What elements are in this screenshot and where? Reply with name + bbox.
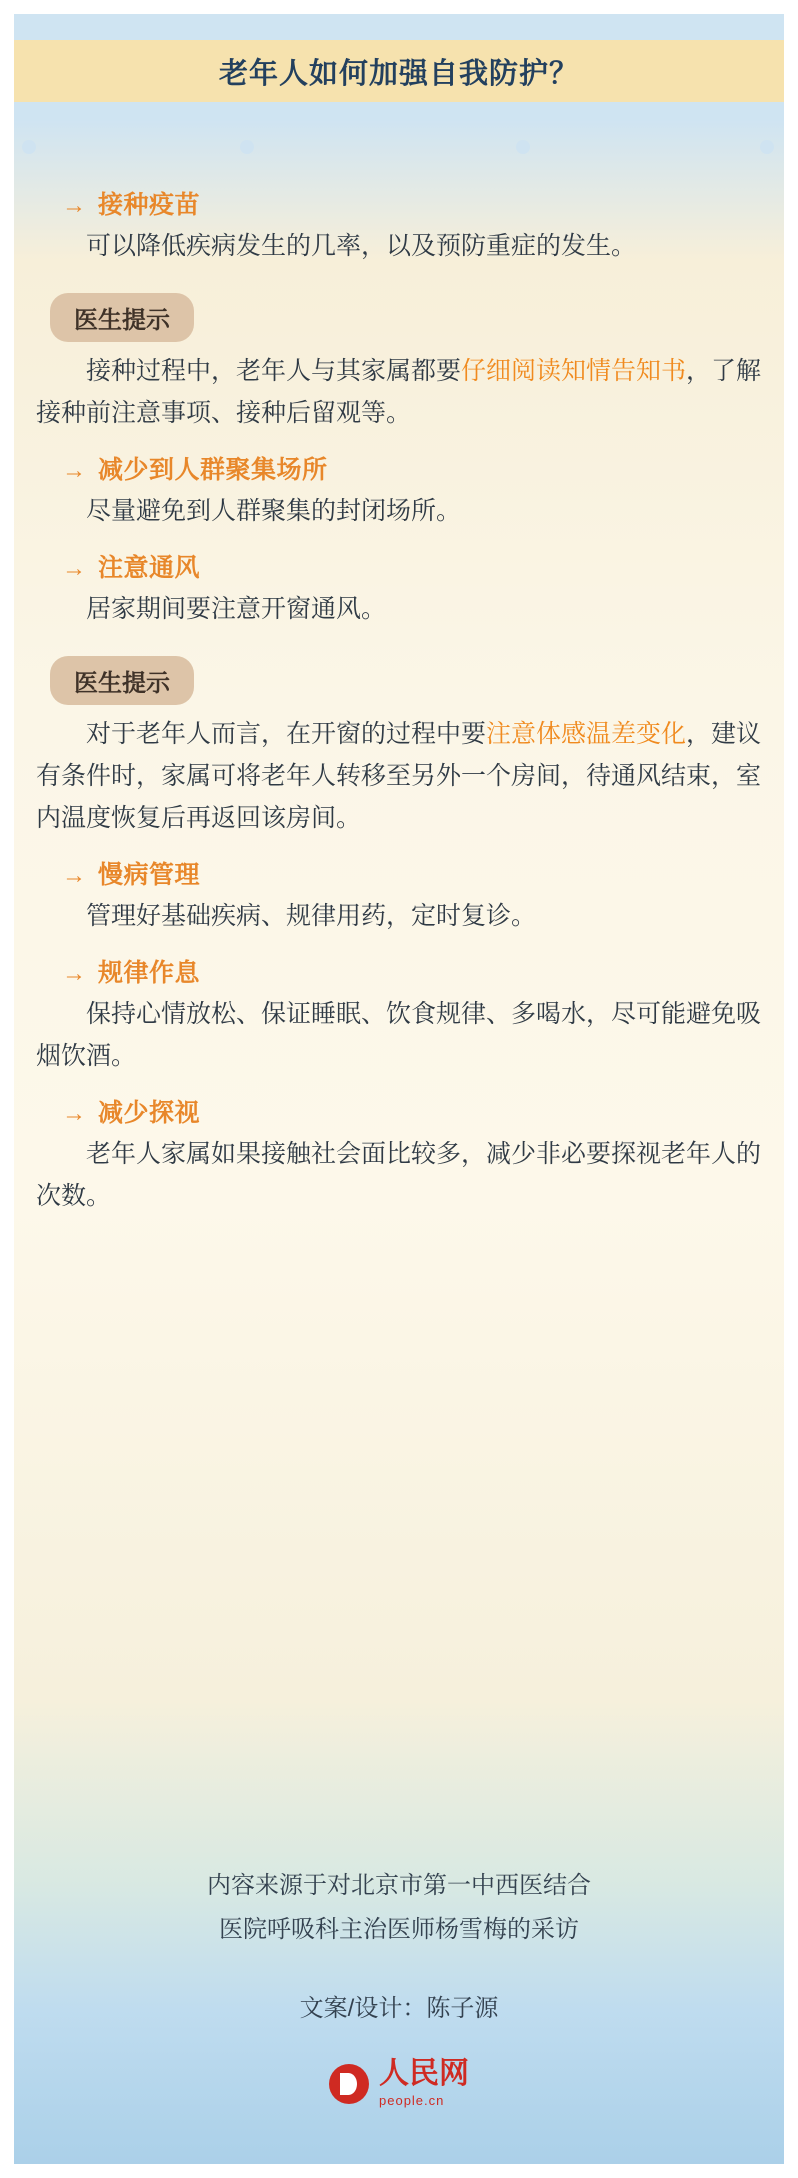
doctor-tip-badge: 医生提示	[50, 656, 194, 705]
section-label: 接种疫苗	[98, 191, 201, 219]
section-paragraph	[36, 350, 762, 434]
logo-text-en: people.cn	[379, 2093, 445, 2108]
section-paragraph	[36, 713, 762, 839]
section-label: 减少探视	[98, 1099, 201, 1127]
section-heading	[36, 1093, 762, 1129]
section-label: 减少到人群聚集场所	[98, 456, 328, 484]
section-heading	[36, 548, 762, 584]
source-line-1: 内容来源于对北京市第一中西医结合	[207, 1872, 591, 1899]
content-body	[14, 185, 784, 1233]
logo-text-cn: 人民网	[379, 2057, 469, 2090]
section-label: 慢病管理	[98, 861, 201, 889]
arrow-icon: →	[62, 1100, 86, 1127]
decorative-dot	[240, 140, 254, 154]
header-band	[14, 40, 784, 102]
decorative-dot	[516, 140, 530, 154]
section-paragraph: 可以降低疾病发生的几率，以及预防重症的发生。	[86, 232, 637, 260]
footer	[14, 1684, 784, 2164]
arrow-icon: →	[62, 960, 86, 987]
paragraph-text-highlight: 注意体感温差变化	[486, 720, 687, 748]
source-line-2: 医院呼吸科主治医师杨雪梅的采访	[219, 1916, 579, 1943]
paragraph-text-highlight: 仔细阅读知情告知书	[461, 357, 687, 385]
section-paragraph: 尽量避免到人群聚集的封闭场所。	[86, 497, 462, 525]
section-heading	[36, 185, 762, 221]
section-paragraph: 老年人家属如果接触社会面比较多，减少非必要探视老年人的次数。	[36, 1140, 762, 1210]
frame-bottom-edge	[0, 2164, 798, 2178]
arrow-icon: →	[62, 555, 86, 582]
section-heading	[36, 953, 762, 989]
section-label: 注意通风	[98, 554, 201, 582]
arrow-icon: →	[62, 457, 86, 484]
decorative-dot	[22, 140, 36, 154]
section-label: 规律作息	[98, 959, 201, 987]
frame-right-edge	[784, 0, 798, 2178]
frame-left-edge	[0, 0, 14, 2178]
paragraph-text-post: ，建议有条件时，家属可将老年人转移至另外一个房间，待通风结束，室内温度恢复后再返回该房间。	[36, 720, 762, 832]
section-paragraph: 保持心情放松、保证睡眠、饮食规律、多喝水，尽可能避免吸烟饮酒。	[36, 1000, 762, 1070]
site-logo	[14, 2059, 784, 2108]
section-heading	[36, 450, 762, 486]
paragraph-text-post: ，了解接种前注意事项、接种后留观等。	[36, 357, 762, 427]
paragraph-text-pre: 对于老年人而言，在开窗的过程中要	[86, 720, 487, 748]
logo-text-block	[379, 2059, 469, 2108]
people-cn-logo-icon	[329, 2064, 369, 2104]
page-title: 老年人如何加强自我防护？	[218, 57, 579, 90]
credit-line: 文案/设计：陈子源	[299, 1995, 499, 2022]
decorative-dot	[760, 140, 774, 154]
arrow-icon: →	[62, 862, 86, 889]
frame-top-edge	[0, 0, 798, 14]
section-heading	[36, 855, 762, 891]
arrow-icon: →	[62, 192, 86, 219]
section-paragraph: 管理好基础疾病、规律用药，定时复诊。	[86, 902, 537, 930]
section-paragraph: 居家期间要注意开窗通风。	[86, 595, 387, 623]
paragraph-text-pre: 接种过程中，老年人与其家属都要	[86, 357, 462, 385]
doctor-tip-badge: 医生提示	[50, 293, 194, 342]
